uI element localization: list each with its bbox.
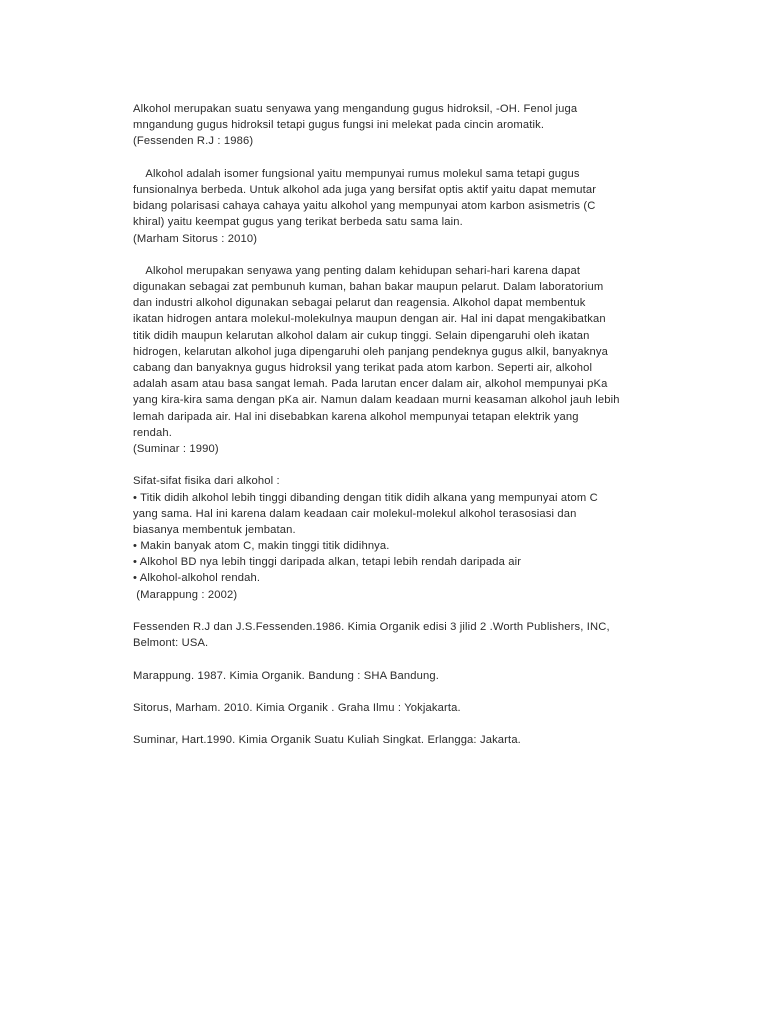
paragraph-gap [133,684,733,700]
paragraph-gap [133,457,733,473]
reference-line: Sitorus, Marham. 2010. Kimia Organik . Graha Ilmu : Yokjakarta. [133,701,461,714]
reference-fessenden [133,619,733,651]
text-line: mngandung gugus hidroksil tetapi gugus fungsi ini melekat pada cincin aromatik. [133,119,545,132]
text-line: yang sama. Hal ini karena dalam keadaan cair molekul-molekul alkohol terasosiasi dan [133,507,577,520]
reference-sitorus [133,700,733,716]
text-line: hidrogen, kelarutan alkohol juga dipengaruhi oleh panjang pendeknya gugus alkil, banyaknya [133,345,609,358]
bullet-item: • Titik didih alkohol lebih tinggi dibanding dengan titik didih alkana yang mempunyai atom C [133,491,598,504]
text-line: Alkohol adalah isomer fungsional yaitu mempunyai rumus molekul sama tetapi gugus [133,167,580,180]
bullet-item: • Makin banyak atom C, makin tinggi titik didihnya. [133,540,390,553]
paragraph-gap [133,247,733,263]
text-line: Alkohol merupakan suatu senyawa yang mengandung gugus hidroksil, -OH. Fenol juga [133,103,578,115]
text-line: lemah daripada air. Hal ini disebabkan karena alkohol mempunyai tetapan elektrik yang [133,410,579,423]
text-line: Alkohol merupakan senyawa yang penting dalam kehidupan sehari-hari karena dapat [133,264,581,277]
text-line: funsionalnya berbeda. Untuk alkohol ada juga yang bersifat optis aktif yaitu dapat memutar [133,183,597,196]
paragraph-isomer [133,166,733,247]
citation: (Suminar : 1990) [133,442,219,455]
reference-marappung [133,668,733,684]
text-line: khiral) yaitu keempat gugus yang terikat berbeda satu sama lain. [133,216,463,229]
text-line: yang kira-kira sama dengan pKa air. Namun dalam keadaan murni keasaman alkohol jauh lebih [133,394,620,407]
reference-line: Marappung. 1987. Kimia Organik. Bandung : SHA Bandung. [133,669,440,682]
text-line: ikatan hidrogen antara molekul-molekulnya maupun dengan air. Hal ini dapat mengakibatkan [133,313,606,326]
paragraph-intro [133,101,733,150]
document-page [133,101,733,749]
paragraph-sifat-fisika [133,473,733,603]
citation: (Marappung : 2002) [133,588,238,601]
text-line: digunakan sebagai zat pembunuh kuman, bahan bakar maupun pelarut. Dalam laboratorium [133,281,604,294]
paragraph-gap [133,603,733,619]
text-line: cabang dan banyaknya gugus hidroksil yang terikat pada atom karbon. Seperti air, alkohol [133,362,593,374]
bullet-item: • Alkohol BD nya lebih tinggi daripada alkan, tetapi lebih rendah daripada air [133,556,522,569]
paragraph-gap [133,716,733,732]
reference-suminar [133,732,733,748]
section-heading: Sifat-sifat fisika dari alkohol : [133,475,280,488]
bullet-item: • Alkohol-alkohol rendah. [133,572,261,585]
paragraph-kegunaan [133,263,733,457]
citation: (Marham Sitorus : 2010) [133,232,258,245]
text-line: titik didih maupun kelarutan alkohol dalam air cukup tinggi. Selain dipengaruhi oleh ikatan [133,329,590,342]
reference-line: Belmont: USA. [133,637,209,650]
text-line: adalah asam atau basa sangat lemah. Pada larutan encer dalam air, alkohol mempunyai pKa [133,378,608,391]
reference-line: Fessenden R.J dan J.S.Fessenden.1986. Kimia Organik edisi 3 jilid 2 .Worth Publishers, INC, [133,621,610,633]
text-line: bidang polarisasi cahaya cahaya yaitu alkohol yang mempunyai atom karbon asismetris (C [133,200,596,213]
paragraph-gap [133,150,733,166]
reference-line: Suminar, Hart.1990. Kimia Organik Suatu Kuliah Singkat. Erlangga: Jakarta. [133,734,521,747]
paragraph-gap [133,651,733,667]
text-line: rendah. [133,426,172,439]
text-line: biasanya membentuk jembatan. [133,523,296,536]
text-line: dan industri alkohol digunakan sebagai pelarut dan reagensia. Alkohol dapat membentuk [133,297,586,310]
citation: (Fessenden R.J : 1986) [133,135,254,148]
